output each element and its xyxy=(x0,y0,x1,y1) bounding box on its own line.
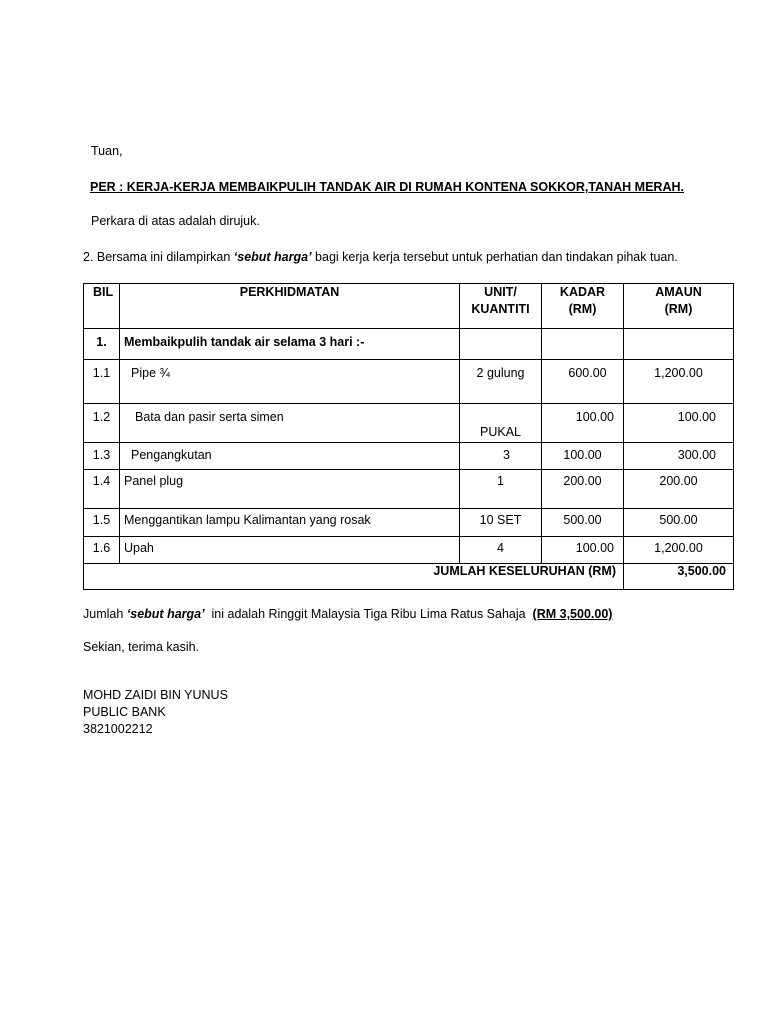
signature-name: MOHD ZAIDI BIN YUNUS xyxy=(83,688,228,702)
row-desc xyxy=(120,443,460,470)
row-desc-text: Pengangkutan xyxy=(131,448,212,462)
reference-line: Perkara di atas adalah dirujuk. xyxy=(91,214,260,228)
summary-line xyxy=(83,607,612,621)
row-kadar-text: 500.00 xyxy=(563,513,602,527)
row-unit-text: 10 SET xyxy=(479,513,522,527)
row-amaun-text: 1,200.00 xyxy=(654,366,703,380)
row-desc-text: Upah xyxy=(124,541,154,555)
signature-account: 3821002212 xyxy=(83,722,153,736)
row-bil-text: 1.5 xyxy=(92,513,111,527)
table-row xyxy=(84,443,734,470)
row-amaun xyxy=(624,470,734,509)
row-bil xyxy=(84,509,120,537)
header-bil: BIL xyxy=(84,284,120,329)
row-desc-text: Panel plug xyxy=(124,474,184,488)
row-amaun xyxy=(624,509,734,537)
row-unit xyxy=(460,537,542,564)
header-amaun-line1: AMAUN xyxy=(655,285,702,299)
paragraph-2 xyxy=(83,250,678,264)
header-amaun-line2: (RM) xyxy=(664,302,693,316)
row-bil-text: 1.6 xyxy=(92,541,111,555)
table-row xyxy=(84,360,734,404)
header-kadar xyxy=(542,284,624,329)
row-amaun xyxy=(624,360,734,404)
section-title xyxy=(120,329,460,360)
row-amaun-text: 500.00 xyxy=(659,513,698,527)
row-amaun xyxy=(624,443,734,470)
table-row xyxy=(84,404,734,443)
summary-amount: (RM 3,500.00) xyxy=(532,607,613,621)
table-row xyxy=(84,509,734,537)
closing-line: Sekian, terima kasih. xyxy=(83,640,200,654)
total-value: 3,500.00 xyxy=(624,564,734,590)
row-desc-text: Bata dan pasir serta simen xyxy=(135,410,284,424)
section-amaun xyxy=(624,329,734,360)
row-kadar xyxy=(542,537,624,564)
row-amaun-text: 300.00 xyxy=(677,448,716,462)
paragraph-2-emphasis: ‘sebut harga’ xyxy=(233,250,312,264)
row-kadar-text: 100.00 xyxy=(563,448,602,462)
row-bil xyxy=(84,537,120,564)
row-amaun xyxy=(624,404,734,443)
paragraph-2-suffix: bagi kerja kerja tersebut untuk perhatian dan tindakan pihak tuan. xyxy=(311,250,678,264)
header-amaun xyxy=(624,284,734,329)
row-unit xyxy=(460,509,542,537)
header-unit-line1: UNIT/ xyxy=(484,285,517,299)
row-desc xyxy=(120,470,460,509)
row-kadar xyxy=(542,404,624,443)
letter-subject: PER : KERJA-KERJA MEMBAIKPULIH TANDAK AIR DI RUMAH KONTENA SOKKOR,TANAH MERAH. xyxy=(90,180,684,194)
row-unit-text: 3 xyxy=(503,448,510,462)
paragraph-2-prefix: 2. Bersama ini dilampirkan xyxy=(83,250,234,264)
row-amaun-text: 100.00 xyxy=(677,410,716,424)
header-perkhidmatan: PERKHIDMATAN xyxy=(120,284,460,329)
row-kadar-text: 200.00 xyxy=(563,474,602,488)
row-kadar-text: 100.00 xyxy=(575,541,614,555)
row-bil-text: 1.3 xyxy=(92,448,111,462)
row-amaun xyxy=(624,537,734,564)
section-kadar xyxy=(542,329,624,360)
header-unit xyxy=(460,284,542,329)
header-kadar-line1: KADAR xyxy=(559,285,606,299)
row-unit-text: 4 xyxy=(497,541,504,555)
row-unit xyxy=(460,404,542,443)
summary-middle: ini adalah Ringgit Malaysia Tiga Ribu Lima Ratus Sahaja xyxy=(204,607,533,621)
total-row xyxy=(84,564,734,590)
section-row xyxy=(84,329,734,360)
row-unit xyxy=(460,443,542,470)
row-kadar xyxy=(542,470,624,509)
row-amaun-text: 1,200.00 xyxy=(654,541,703,555)
row-unit-text: 1 xyxy=(497,474,504,488)
row-bil-text: 1.2 xyxy=(92,410,111,424)
row-kadar xyxy=(542,443,624,470)
row-desc-text: Pipe ¾ xyxy=(131,366,170,380)
row-desc xyxy=(120,404,460,443)
table-row xyxy=(84,470,734,509)
section-title-text: Membaikpulih tandak air selama 3 hari :- xyxy=(124,335,365,349)
row-bil xyxy=(84,360,120,404)
header-kadar-line2: (RM) xyxy=(568,302,597,316)
row-unit xyxy=(460,470,542,509)
row-unit-text: PUKAL xyxy=(480,425,521,439)
table-header-row xyxy=(84,284,734,329)
row-kadar xyxy=(542,509,624,537)
section-bil-text: 1. xyxy=(96,335,107,349)
row-unit xyxy=(460,360,542,404)
summary-prefix: Jumlah xyxy=(83,607,127,621)
salutation: Tuan, xyxy=(91,144,123,158)
row-amaun-text: 200.00 xyxy=(659,474,698,488)
row-bil-text: 1.4 xyxy=(92,474,111,488)
row-desc xyxy=(120,537,460,564)
section-bil xyxy=(84,329,120,360)
header-unit-line2: KUANTITI xyxy=(471,302,530,316)
row-desc-text: Menggantikan lampu Kalimantan yang rosak xyxy=(124,513,371,527)
section-unit xyxy=(460,329,542,360)
row-bil-text: 1.1 xyxy=(92,366,111,380)
quotation-table xyxy=(83,283,734,590)
row-kadar-text: 600.00 xyxy=(568,366,607,380)
row-bil xyxy=(84,470,120,509)
row-kadar xyxy=(542,360,624,404)
row-desc xyxy=(120,509,460,537)
row-bil xyxy=(84,443,120,470)
row-desc xyxy=(120,360,460,404)
signature-bank: PUBLIC BANK xyxy=(83,705,166,719)
total-label: JUMLAH KESELURUHAN (RM) xyxy=(84,564,624,590)
row-kadar-text: 100.00 xyxy=(575,410,614,424)
row-bil xyxy=(84,404,120,443)
summary-emphasis: ‘sebut harga’ xyxy=(126,607,205,621)
row-unit-text: 2 gulung xyxy=(476,366,525,380)
table-row xyxy=(84,537,734,564)
